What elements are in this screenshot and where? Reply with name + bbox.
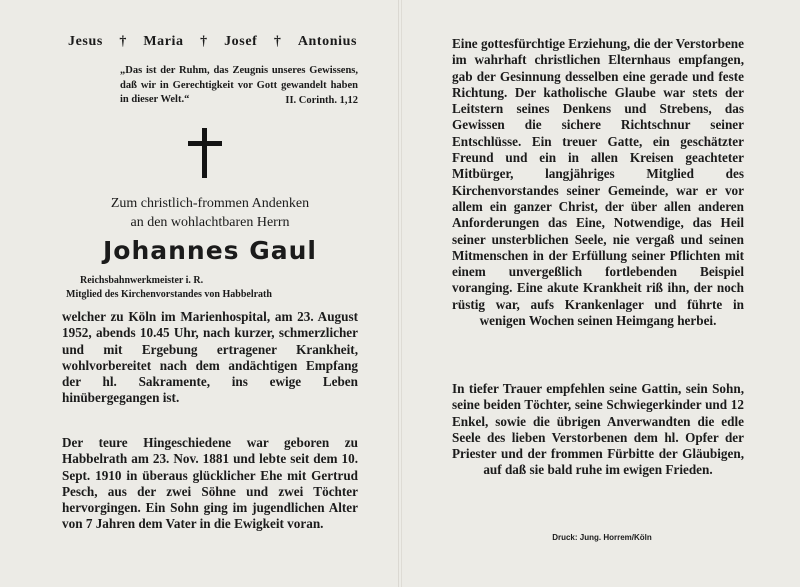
quote-source: II. Corinth. 1,12 — [285, 95, 358, 106]
left-page — [0, 0, 398, 587]
name-maria: Maria — [143, 34, 184, 49]
holy-names-line — [68, 34, 358, 50]
mourning-text: In tiefer Trauer empfehlen seine Gattin, sein Sohn, seine beiden Töchter, seine Schwiegerkinder und 12 Enkel, sowie die übrigen Anverwandten die edle Seele des lieben Verstorbenen dem hl. Opfer der Priester und der frommen Fürbitte der Gläubigen, auf daß sie bald ruhe im ewigen Frieden. — [452, 381, 744, 478]
tribute-text: Eine gottesfürchtige Erziehung, die der Verstorbene im wahrhaft christlichen Elternhaus empfangen, gab der Gesinnung desselben eine gerade und feste Richtung. Der katholische Glaube war stets der Leitstern seines Denkens und Strebens, das Gewissen die sichere Richtschnur seiner Entschlüsse. Ein treuer Gatte, ein geschätzter Freund und ein in allen Kreisen geachteter Mitbürger, langjähriges Mitglied des Kirchenvorstandes seiner Gemeinde, war er vor allem ein ganzer Christ, der über allen anderen Anforderungen das Eine, Notwendige, das Heil seiner unsterblichen Seele, nie vergaß und seinen Mitmenschen in der Erfüllung seiner Pflichten mit einem unvergeßlich fortlebenden Beispiel voranging. Eine akute Krankheit riß ihn, der noch rüstig war, aufs Krankenlager und führte in wenigen Wochen seinen Heimgang herbei. — [452, 36, 744, 329]
dagger-2: † — [200, 34, 208, 49]
printer-imprint: Druck: Jung. Horrem/Köln — [552, 533, 652, 542]
death-text: welcher zu Köln im Marienhospital, am 23. August 1952, abends 10.45 Uhr, nach kurzer, schmerzlicher und mit Ergebung ertragener Krankheit, wohlvorbereitet nach dem andächtigen Empfang der hl. Sakramente, ins ewige Leben hinübergegangen ist. — [62, 309, 358, 406]
name-jesus: Jesus — [68, 34, 103, 49]
name-antonius: Antonius — [297, 34, 358, 49]
memorial-line-2: an den wohlachtbaren Herrn — [130, 215, 290, 230]
cross-icon — [188, 128, 222, 178]
name-josef: Josef — [224, 34, 258, 49]
title-occupation: Reichsbahnwerkmeister i. R. — [80, 275, 204, 286]
title-membership: Mitglied des Kirchenvorstandes von Habbelrath — [66, 289, 272, 300]
bible-quote: „Das ist der Ruhm, das Zeugnis unseres Gewissens, daß wir in Gerechtigkeit vor Gott gewandelt haben in dieser Welt.“ — [120, 65, 358, 105]
memorial-line-1: Zum christlich-frommen Andenken — [110, 196, 310, 211]
life-paragraph — [62, 435, 358, 533]
death-paragraph — [62, 309, 358, 407]
life-text: Der teure Hingeschiedene war geboren zu Habbelrath am 23. Nov. 1881 und lebte seit dem 10. Sept. 1910 in überaus glücklicher Ehe mit Gertrud Pesch, aus der zwei Söhne und zwei Töchter hervorgingen. Ein Sohn ging im jugendlichen Alter von 7 Jahren dem Vater in die Ewigkeit voran. — [62, 435, 358, 532]
right-page — [402, 0, 800, 587]
dagger-1: † — [119, 34, 127, 49]
tribute-paragraph — [452, 36, 744, 329]
mourning-paragraph — [452, 381, 744, 479]
dagger-3: † — [273, 34, 282, 49]
deceased-name: Johannes Gaul — [102, 236, 318, 265]
